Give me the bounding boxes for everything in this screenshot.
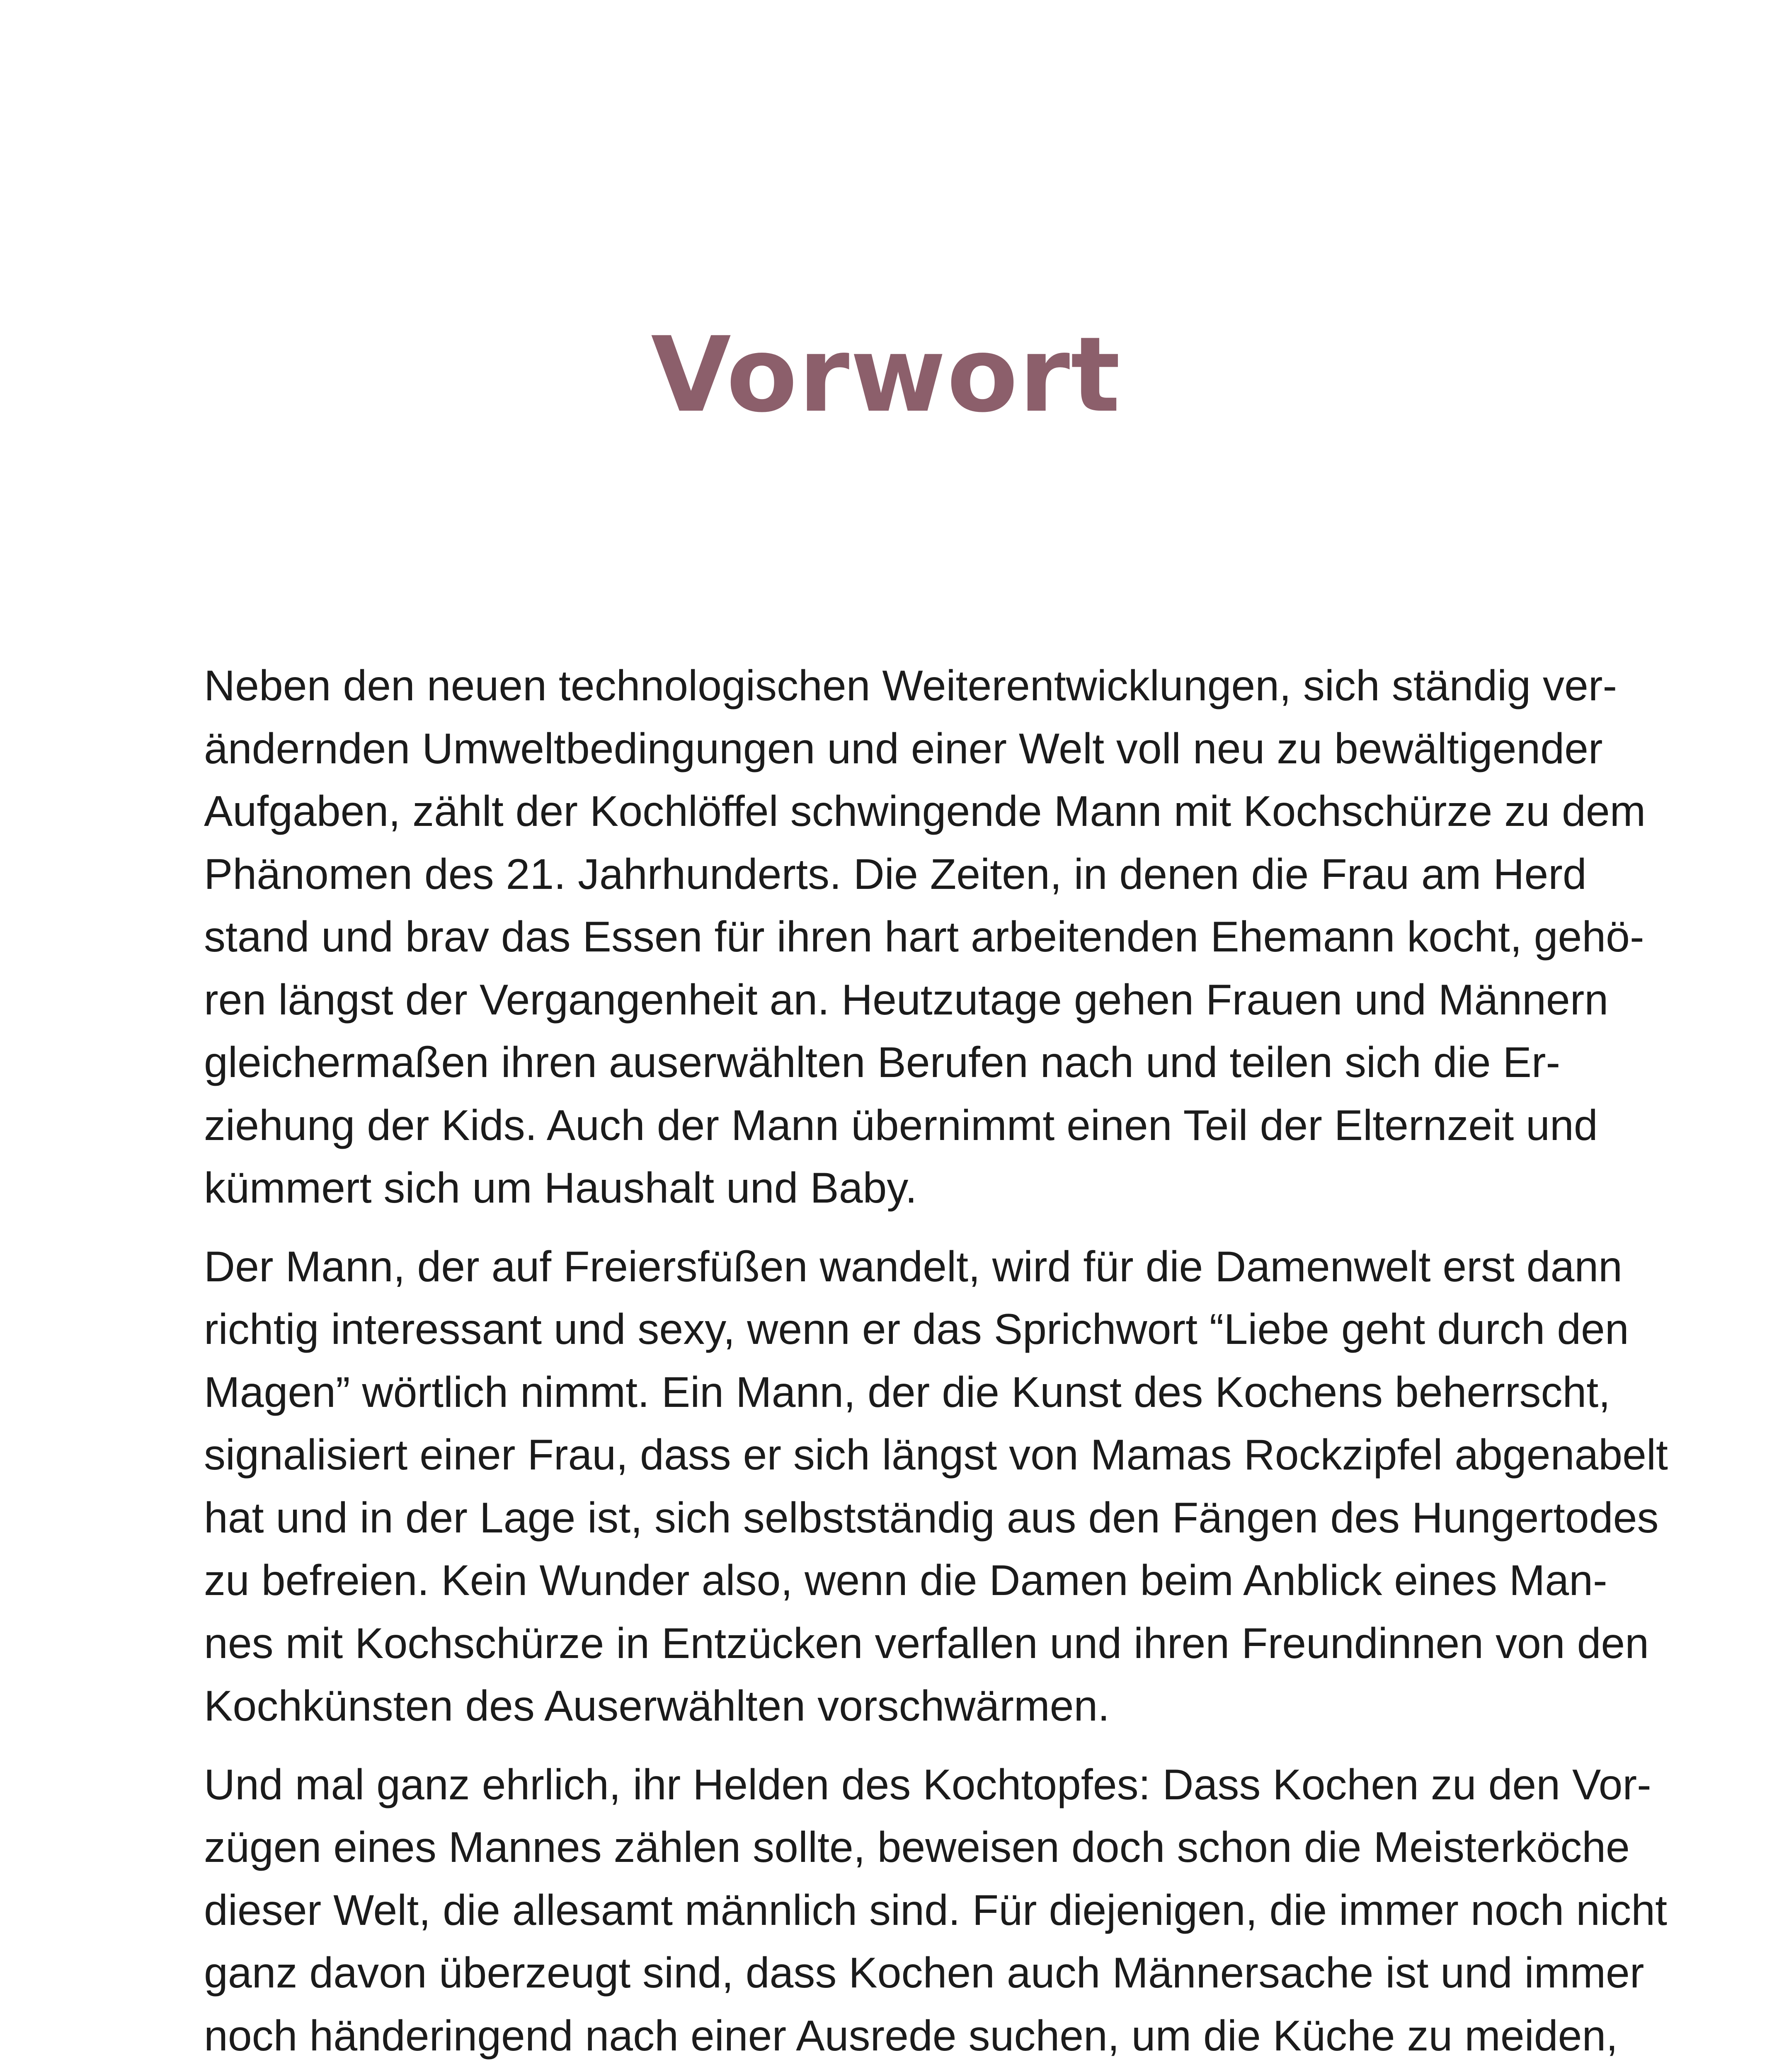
text-line: nes mit Kochschürze in Entzücken verfallen und ihren Freundinnen von den — [204, 1619, 1649, 1668]
paragraph-2 — [204, 1236, 1668, 1738]
text-line — [204, 2067, 1572, 2072]
text-line: noch händeringend nach einer Ausrede suchen, um die Küche zu meiden, — [204, 2011, 1618, 2060]
body-text — [204, 655, 1668, 2072]
text-line: Magen” wörtlich nimmt. Ein Mann, der die Kunst des Kochens beherrscht, — [204, 1368, 1611, 1416]
text-line: signalisiert einer Frau, dass er sich längst von Mamas Rockzipfel abgenabelt — [204, 1431, 1668, 1479]
page-title: Vorwort — [651, 315, 1121, 435]
text-line: Und mal ganz ehrlich, ihr Helden des Kochtopfes: Dass Kochen zu den Vor- — [204, 1760, 1651, 1809]
paragraph-3 — [204, 1754, 1667, 2072]
text-line: zügen eines Mannes zählen sollte, beweisen doch schon die Meisterköche — [204, 1823, 1630, 1871]
text-line: ziehung der Kids. Auch der Mann übernimmt einen Teil der Elternzeit und — [204, 1101, 1598, 1150]
text-line: Kochkünsten des Auserwählten vorschwärmen. — [204, 1682, 1110, 1730]
text-line: ren längst der Vergangenheit an. Heutzutage gehen Frauen und Männern — [204, 975, 1609, 1024]
text-line: kümmert sich um Haushalt und Baby. — [204, 1164, 917, 1212]
text-line: Der Mann, der auf Freiersfüßen wandelt, wird für die Damenwelt erst dann — [204, 1242, 1622, 1291]
text-line: ändernden Umweltbedingungen und einer Welt voll neu zu bewältigender — [204, 724, 1603, 773]
text-line: ganz davon überzeugt sind, dass Kochen auch Männersache ist und immer — [204, 1949, 1644, 1997]
text-line: stand und brav das Essen für ihren hart arbeitenden Ehemann kocht, gehö- — [204, 913, 1644, 961]
text-line: Aufgaben, zählt der Kochlöffel schwingende Mann mit Kochschürze zu dem — [204, 787, 1646, 835]
text-line: gleichermaßen ihren auserwählten Berufen nach und teilen sich die Er- — [204, 1038, 1561, 1087]
text-line: zu befreien. Kein Wunder also, wenn die Damen beim Anblick eines Man- — [204, 1556, 1607, 1605]
paragraph-1 — [204, 655, 1646, 1220]
text-line: richtig interessant und sexy, wenn er das Sprichwort “Liebe geht durch den — [204, 1305, 1629, 1353]
text-line: hat und in der Lage ist, sich selbstständig aus den Fängen des Hungertodes — [204, 1493, 1659, 1542]
text-line: Phänomen des 21. Jahrhunderts. Die Zeiten, in denen die Frau am Herd — [204, 850, 1587, 898]
text-line: Neben den neuen technologischen Weiterentwicklungen, sich ständig ver- — [204, 662, 1617, 710]
text-line: dieser Welt, die allesamt männlich sind. Für diejenigen, die immer noch nicht — [204, 1886, 1667, 1934]
